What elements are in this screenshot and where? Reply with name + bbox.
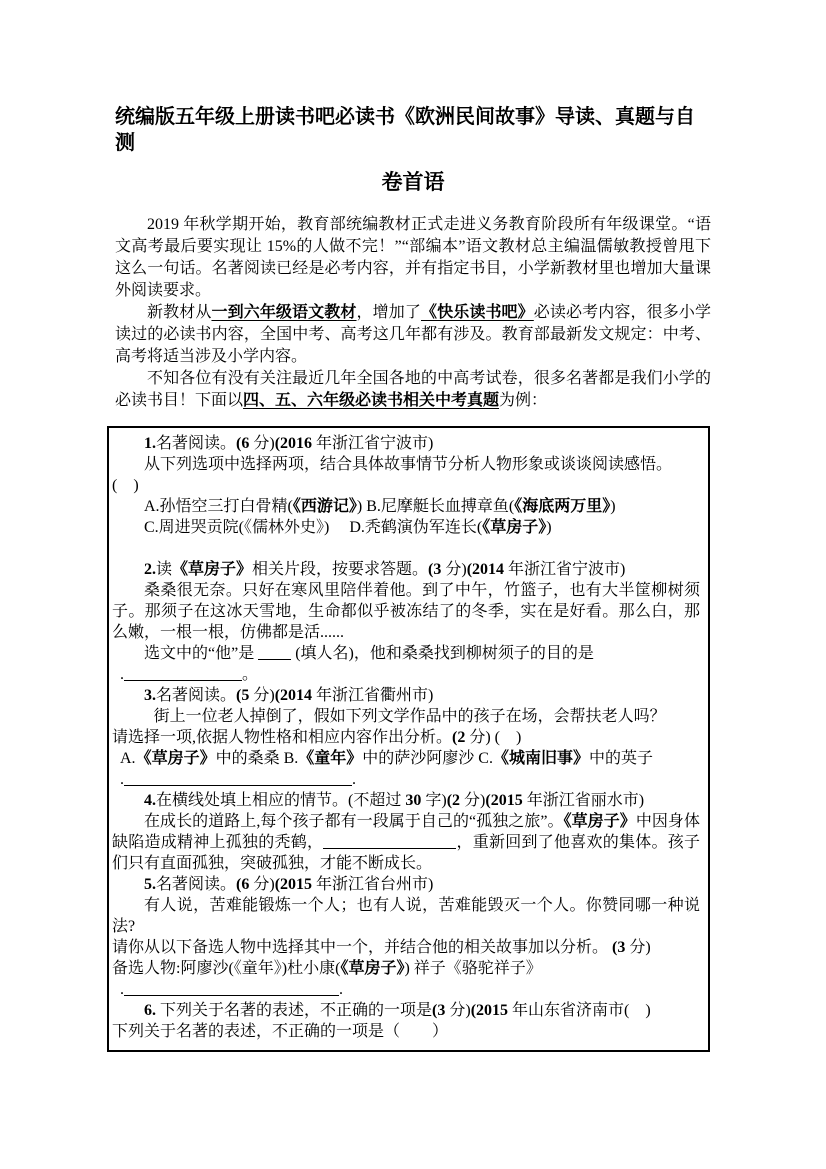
text-segment: 《草房子》 [340, 960, 405, 977]
text-segment: (2015 [274, 876, 317, 893]
text-segment: 桑桑很无奈。只好在寒风里陪伴着他。到了中午，竹篮子，也有大半筐柳树须子。那须子在这冰天雪地，生命都似乎被冻结了的冬季，实在是好看。那么白，那么嫩，一根一根，仿佛都是活...... [112, 582, 700, 641]
text-segment: 必读必考内容，很多小学读过的必读书内容，全国中考、高考这几年都有涉及。教育部最新发文规定：中考、高考将适当涉及小学内容。 [115, 304, 711, 365]
text-segment: 四、五、六年级必读书相关中考真题 [243, 392, 500, 409]
question-line [112, 937, 700, 958]
text-segment: (2015 [485, 792, 527, 809]
question-line [112, 1021, 700, 1042]
question-line [112, 1000, 700, 1021]
question-line [112, 454, 700, 475]
text-segment: (2016 [274, 435, 317, 452]
intro-paragraph [115, 214, 711, 302]
text-segment: 在成长的道路上,每个孩子都有一段属于自己的“孤独之旅”。 [144, 813, 564, 830]
text-segment: 字) [425, 792, 447, 809]
question-line [112, 580, 700, 643]
text-segment: 相关片段，按要求答题。 [252, 561, 429, 578]
question-line [112, 769, 700, 790]
text-segment: 街上一位老人掉倒了，假如下列文学作品中的孩子在场，会帮扶老人吗？ [153, 708, 666, 725]
text-segment: . [352, 771, 356, 788]
document-title: 统编版五年级上册读书吧必读书《欧洲民间故事》导读、真题与自测 [115, 106, 695, 154]
question-line [112, 958, 700, 979]
question-line [112, 643, 700, 664]
intro-paragraph [115, 302, 711, 368]
text-segment: ) [610, 498, 616, 515]
text-segment: 分) [445, 561, 467, 578]
text-segment: 新教材从 [147, 304, 212, 321]
text-segment: 年浙江省台州市) [316, 876, 434, 893]
intro-paragraph [115, 368, 711, 412]
text-segment: 1. [144, 435, 156, 452]
text-segment: 分) [253, 435, 275, 452]
question-line [112, 706, 700, 727]
text-segment: 4. [144, 792, 156, 809]
text-segment: 为例： [499, 392, 548, 409]
text-segment: 《草房子》 [482, 519, 547, 536]
text-segment: 年浙江省宁波市) [508, 561, 626, 578]
section-heading: 卷首语 [381, 170, 445, 194]
text-segment: (6 [236, 435, 254, 452]
text-segment: ) 祥子《骆驼祥子》 [404, 960, 542, 977]
question-line [112, 664, 700, 685]
text-segment: (2 [452, 729, 470, 746]
text-segment: 年浙江省宁波市) [316, 435, 434, 452]
text-segment: . [120, 771, 124, 788]
text-segment: 有人说，苦难能锻炼一个人；也有人说，苦难能毁灭一个人。你赞同哪一种说法? [112, 897, 700, 935]
text-segment: 名著阅读。 [156, 876, 237, 893]
text-segment: 选文中的“他”是 [144, 645, 259, 662]
text-segment: (3 [428, 561, 446, 578]
text-segment: 中的萨沙阿廖沙 C. [362, 750, 493, 767]
text-segment: 分) [629, 939, 651, 956]
text-segment: 分) [464, 792, 486, 809]
text-segment: . [120, 981, 124, 998]
answer-blank [124, 772, 352, 786]
question-line [112, 433, 700, 454]
text-segment: 《草房子》 [563, 813, 636, 830]
question-line [112, 475, 700, 496]
question-line [112, 685, 700, 706]
text-segment: 3. [144, 687, 156, 704]
question-line [112, 727, 700, 748]
text-segment: 下列关于名著的表述，不正确的一项是 [156, 1002, 433, 1019]
text-segment: (6 [236, 876, 254, 893]
text-segment: (5 [236, 687, 254, 704]
text-segment: (3 [612, 939, 630, 956]
text-segment: 在横线处填上相应的情节。(不超过 [156, 792, 406, 809]
text-segment: 分) [449, 1002, 471, 1019]
text-segment: 名著阅读。 [156, 435, 237, 452]
text-segment: A. [120, 750, 136, 767]
text-segment: 一到六年级语文教材 [211, 304, 357, 321]
text-segment: 年浙江省丽水市) [526, 792, 645, 809]
blank-line [112, 538, 700, 559]
text-segment: 名著阅读。 [156, 687, 237, 704]
text-segment: 请你从以下备选人物中选择其中一个，并结合他的相关故事加以分析。 [112, 939, 613, 956]
text-segment: (2 [446, 792, 465, 809]
text-segment: 5. [144, 876, 156, 893]
text-segment: (2014 [274, 687, 317, 704]
question-line [112, 559, 700, 580]
text-segment: 。 [242, 666, 259, 683]
text-segment: 6. [144, 1002, 156, 1019]
text-segment: 分) [253, 687, 275, 704]
question-line [112, 790, 700, 811]
question-line [112, 874, 700, 895]
question-line [112, 517, 700, 538]
text-segment: C.周进哭贡院(《儒林外史》) D.秃鹤演伪军连长( [144, 519, 483, 536]
text-segment: 不知各位有没有关注最近几年全国各地的中高考试卷，很多名著都是我们小学的必读书目！下面以 [115, 370, 711, 409]
answer-blank [124, 667, 242, 681]
text-segment: 《草房子》 [172, 561, 253, 578]
text-segment: 《童年》 [298, 750, 363, 767]
text-segment: (3 [432, 1002, 450, 1019]
question-line [112, 895, 700, 937]
intro-paragraphs [115, 214, 711, 412]
answer-blank [124, 982, 339, 996]
text-segment: ) B.尼摩艇长血搏章鱼( [356, 498, 515, 515]
text-segment: 请选择一项,依据人物性格和相应内容作出分析。 [112, 729, 453, 746]
text-segment: 备选人物:阿廖沙(《童年》)杜小康( [112, 960, 341, 977]
text-segment: 《西游记》 [292, 498, 357, 515]
text-segment: 年山东省济南市( ) [512, 1002, 651, 1019]
text-segment: A.孙悟空三打白骨精( [144, 498, 293, 515]
text-segment: ) [546, 519, 552, 536]
text-segment: 下列关于名著的表述，不正确的一项是（ ） [112, 1023, 449, 1040]
text-segment: 《快乐读书吧》 [420, 304, 534, 321]
question-box [107, 426, 710, 1052]
text-segment: (填人名)，他和桑桑找到柳树须子的目的是 [291, 645, 594, 662]
text-segment: 2. [144, 561, 156, 578]
text-segment: . [339, 981, 343, 998]
text-segment: 30 [405, 792, 426, 809]
question-line [112, 748, 700, 769]
question-line [112, 496, 700, 517]
text-segment: (2015 [470, 1002, 513, 1019]
text-segment: 2019 年秋学期开始，教育部统编教材正式走进义务教育阶段所有年级课堂。“语文高考最后要实现让 15%的人做不完！”“部编本”语文教材总主编温儒敏教授曾甩下这么一句话。名著阅读已经是必考内容，并有指定书目，小学新教材里也增加大量课外阅读要求。 [115, 216, 711, 299]
text-segment: 《城南旧事》 [492, 750, 589, 767]
text-segment: 《海底两万里》 [514, 498, 611, 515]
text-segment: 分) [253, 876, 275, 893]
text-segment: 中的桑桑 B. [215, 750, 299, 767]
question-line [112, 811, 700, 874]
question-line [112, 979, 700, 1000]
text-segment: 分) ( ) [469, 729, 522, 746]
answer-blank [258, 646, 291, 660]
text-segment: 年浙江省衢州市) [316, 687, 434, 704]
text-segment: 从下列选项中选择两项，结合具体故事情节分析人物形象或谈谈阅读感悟。 [144, 456, 673, 473]
text-segment: ，重新回到了他喜欢的集体。孩子们只有直面孤独，突破孤独，才能不断成长。 [112, 834, 700, 872]
text-segment: ( ) [112, 477, 139, 494]
text-segment: . [120, 666, 124, 683]
text-segment: 中的英子 [588, 750, 653, 767]
text-segment: (2014 [466, 561, 509, 578]
text-segment: ，增加了 [356, 304, 421, 321]
answer-blank [323, 835, 456, 849]
text-segment: 读 [156, 561, 173, 578]
text-segment: 《草房子》 [135, 750, 216, 767]
text-segment: 中因身体缺陷造成精神上孤独的秃鹤， [112, 813, 700, 851]
